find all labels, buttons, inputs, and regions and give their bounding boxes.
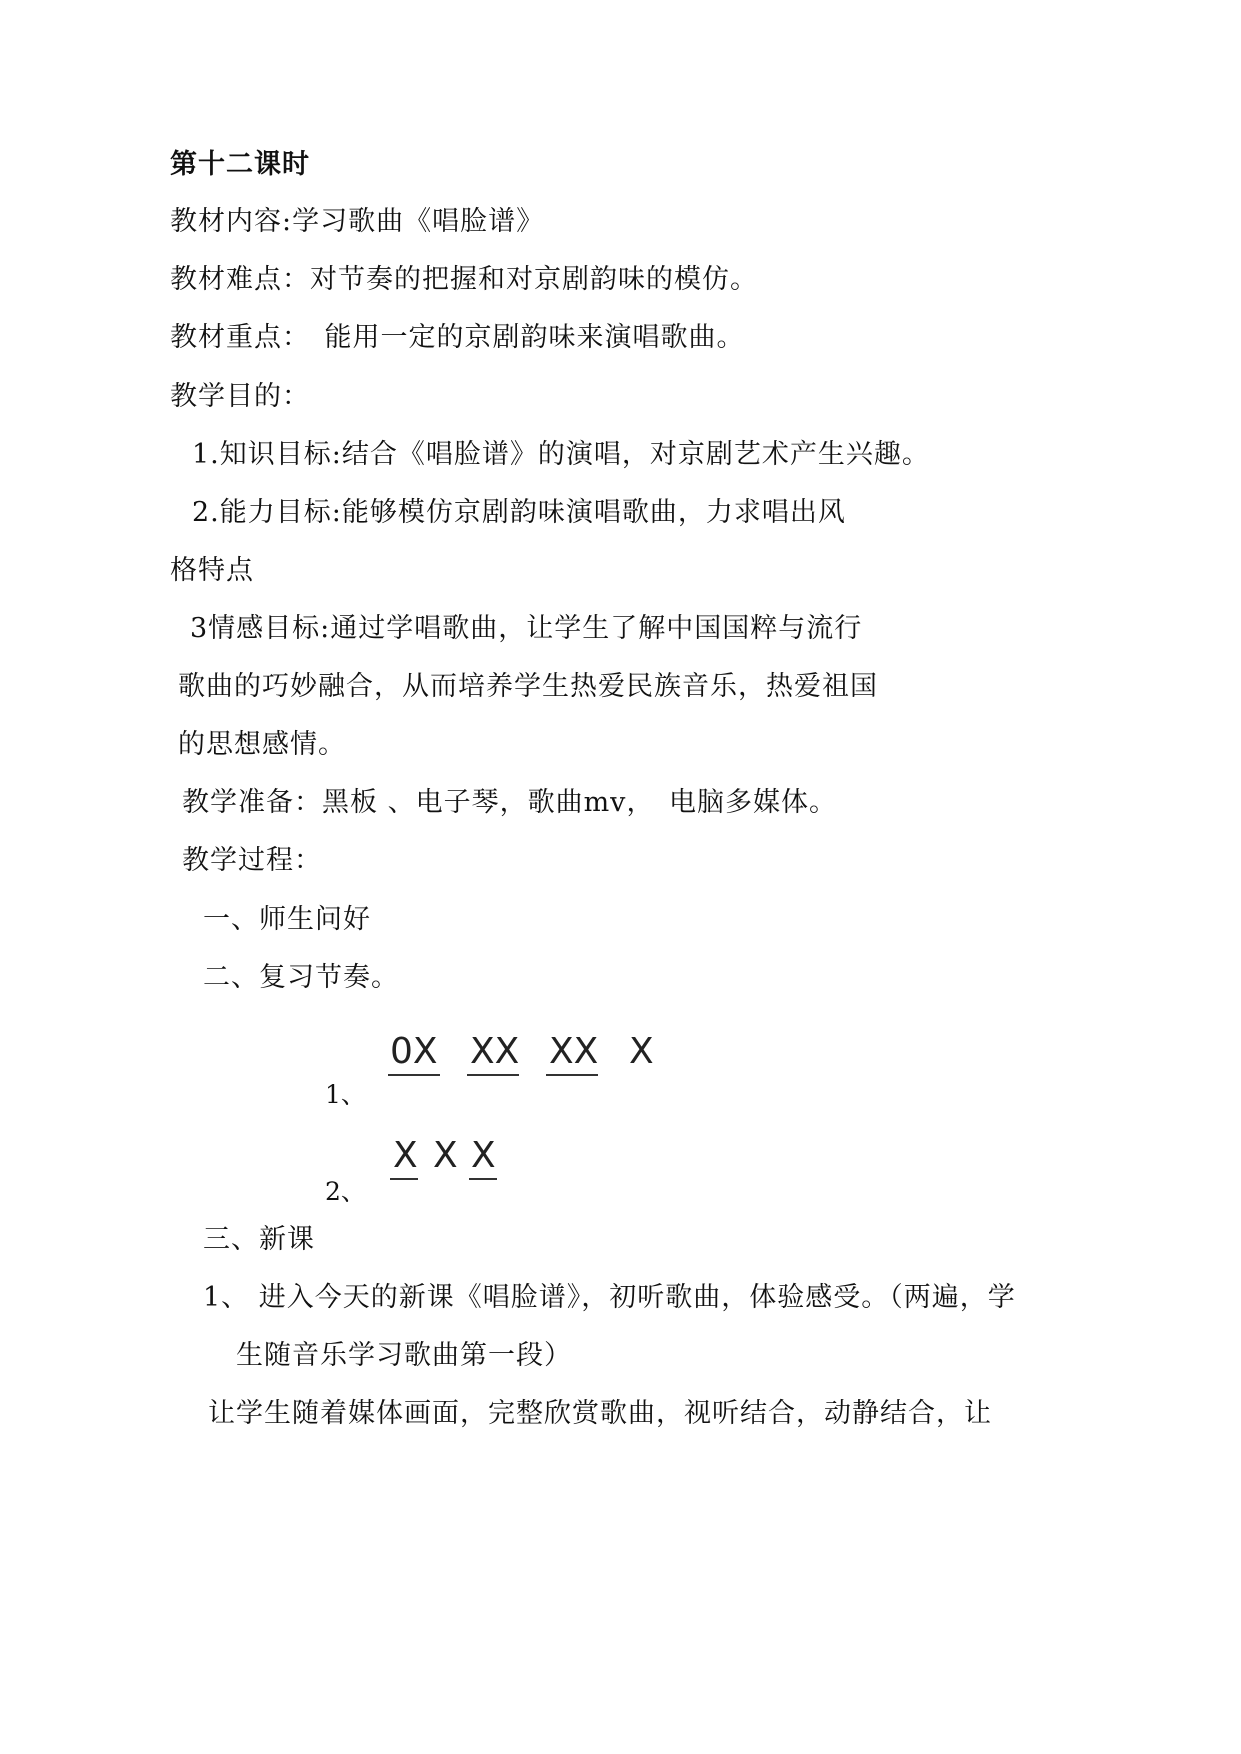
rhythm-pattern-1 (0, 1032, 1241, 1082)
rhythm-underline (467, 1074, 519, 1076)
rhythm-underline (388, 1074, 440, 1076)
rhythm-pattern-2 (0, 1136, 1241, 1186)
process-heading: 教学过程： (182, 845, 322, 876)
rhythm-note: XX (549, 1031, 599, 1072)
goal-knowledge: 1.知识目标:结合《唱脸谱》的演唱，对京剧艺术产生兴趣。 (192, 439, 930, 470)
goal-emotion-cont-1: 歌曲的巧妙融合，从而培养学生热爱民族音乐，热爱祖国 (178, 671, 878, 702)
prep-line: 教学准备：黑板 、电子琴，歌曲mv， 电脑多媒体。 (182, 787, 837, 818)
new-lesson-item-1: 1、 进入今天的新课《唱脸谱》，初听歌曲，体验感受。（两遍，学 (203, 1282, 1016, 1313)
rhythm-label-1: 1、 (325, 1080, 366, 1109)
rhythm-note: 0X (390, 1031, 438, 1072)
rhythm-underline (546, 1074, 598, 1076)
lesson-title: 第十二课时 (170, 149, 310, 180)
rhythm-label-2: 2、 (325, 1177, 366, 1206)
content-line: 教材内容:学习歌曲《唱脸谱》 (170, 206, 545, 237)
step-review-rhythm: 二、复习节奏。 (203, 962, 399, 993)
rhythm-note: X (433, 1135, 458, 1176)
rhythm-note: X (471, 1135, 496, 1176)
goal-ability: 2.能力目标:能够模仿京剧韵味演唱歌曲，力求唱出风 (192, 497, 846, 528)
step-new-lesson: 三、新课 (203, 1224, 315, 1255)
goals-heading: 教学目的： (170, 381, 310, 412)
goal-emotion-cont-2: 的思想感情。 (178, 729, 346, 760)
difficulty-line: 教材难点：对节奏的把握和对京剧韵味的模仿。 (170, 264, 758, 295)
new-lesson-item-1-cont: 生随音乐学习歌曲第一段） (236, 1340, 572, 1371)
step-greeting: 一、师生问好 (203, 904, 371, 935)
goal-emotion: 3情感目标:通过学唱歌曲，让学生了解中国国粹与流行 (190, 613, 863, 644)
rhythm-note: X (393, 1135, 418, 1176)
rhythm-note: XX (470, 1031, 520, 1072)
rhythm-note: X (629, 1031, 654, 1072)
rhythm-underline (390, 1178, 418, 1180)
goal-ability-cont: 格特点 (170, 555, 254, 586)
focus-line: 教材重点： 能用一定的京剧韵味来演唱歌曲。 (170, 322, 745, 353)
rhythm-underline (469, 1178, 497, 1180)
new-lesson-paragraph: 让学生随着媒体画面，完整欣赏歌曲，视听结合，动静结合，让 (208, 1398, 992, 1429)
